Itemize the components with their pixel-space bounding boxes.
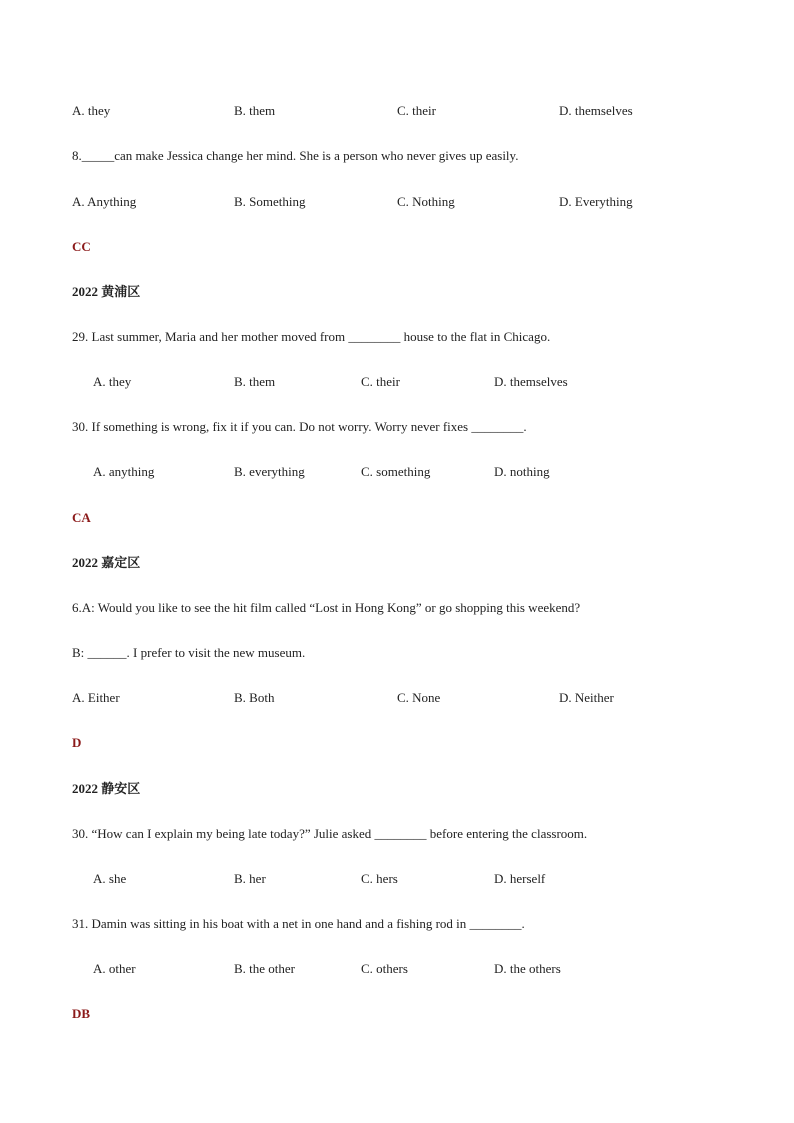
option-c: C. Nothing — [397, 194, 455, 209]
option-c: C. hers — [361, 871, 398, 886]
option-d: D. themselves — [559, 103, 633, 118]
answer-key: D — [72, 735, 82, 750]
option-d: D. Neither — [559, 690, 614, 705]
answer-key: DB — [72, 1006, 91, 1021]
option-d: D. themselves — [494, 374, 568, 389]
option-d: D. Everything — [559, 194, 633, 209]
option-c: C. their — [397, 103, 436, 118]
q7-options — [0, 103, 794, 119]
answer-key: CC — [72, 239, 91, 254]
option-a: A. other — [93, 961, 136, 976]
question-8: 8._____can make Jessica change her mind. She is a person who never gives up easily. — [72, 148, 519, 163]
option-b: B. Something — [234, 194, 306, 209]
option-d: D. the others — [494, 961, 561, 976]
answer-key: CA — [72, 510, 91, 525]
option-a: A. they — [93, 374, 132, 389]
option-a: A. Either — [72, 690, 120, 705]
option-b: B. them — [234, 374, 276, 389]
option-a: A. she — [93, 871, 127, 886]
option-a: A. Anything — [72, 194, 137, 209]
option-a: A. they — [72, 103, 111, 118]
option-c: C. their — [361, 374, 400, 389]
option-d: D. herself — [494, 871, 546, 886]
section-title-jiading: 2022 嘉定区 — [72, 555, 141, 570]
q30-options — [0, 464, 794, 480]
q8-options — [0, 194, 794, 210]
option-a: A. anything — [93, 464, 155, 479]
q30-options — [0, 871, 794, 887]
section-title-jingan: 2022 静安区 — [72, 781, 141, 796]
question-6: 6.A: Would you like to see the hit film called “Lost in Hong Kong” or go shopping this weekend? — [72, 600, 581, 615]
option-b: B. everything — [234, 464, 305, 479]
question-30: 30. If something is wrong, fix it if you can. Do not worry. Worry never fixes ________. — [72, 419, 527, 434]
q6-options — [0, 690, 794, 706]
question-29: 29. Last summer, Maria and her mother moved from ________ house to the flat in Chicago. — [72, 329, 551, 344]
option-d: D. nothing — [494, 464, 550, 479]
question-31: 31. Damin was sitting in his boat with a net in one hand and a fishing rod in ________. — [72, 916, 525, 931]
option-b: B. the other — [234, 961, 296, 976]
option-c: C. others — [361, 961, 408, 976]
question-30: 30. “How can I explain my being late today?” Julie asked ________ before entering the classroom. — [72, 826, 588, 841]
option-b: B. them — [234, 103, 276, 118]
q29-options — [0, 374, 794, 390]
question-6-response: B: ______. I prefer to visit the new museum. — [72, 645, 306, 660]
q31-options — [0, 961, 794, 977]
section-title-huangpu: 2022 黄浦区 — [72, 284, 141, 299]
option-b: B. Both — [234, 690, 275, 705]
option-c: C. something — [361, 464, 431, 479]
option-c: C. None — [397, 690, 441, 705]
option-b: B. her — [234, 871, 266, 886]
